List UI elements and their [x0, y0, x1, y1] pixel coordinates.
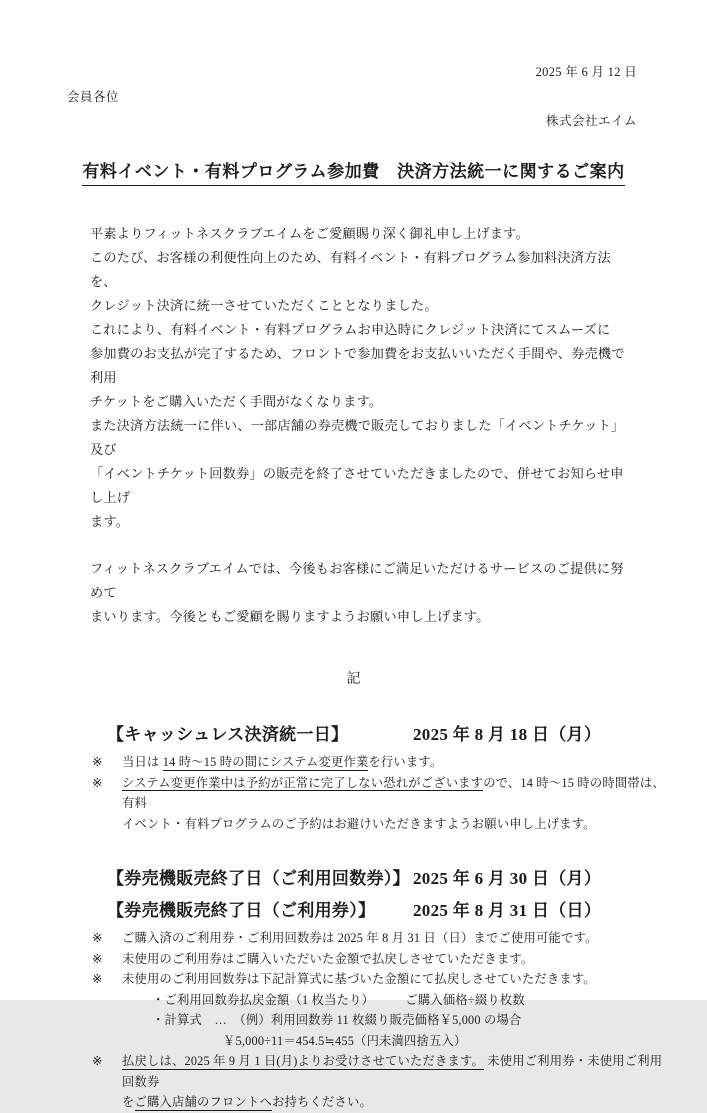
body-line: また決済方法統一に伴い、一部店舗の券売機で販売しておりました「イベントチケット」及び [90, 418, 625, 457]
body-line: フィットネスクラブエイムでは、今後もお客様にご満足いただけるサービスのご提供に努めて [90, 561, 624, 600]
text-segment: 未使用のご利用券はご購入いただいた金額で払戻しさせていただきます。 [122, 951, 534, 966]
company-name: 株式会社エイム [545, 114, 637, 128]
note-text [122, 1051, 667, 1113]
note-line [122, 773, 667, 814]
issue-date: 2025 年 6 月 12 日 [535, 65, 637, 79]
cashless-heading-label: 【キャッシュレス決済統一日】 [107, 725, 349, 744]
underlined-text: ご購入店舗のフロントへ [134, 1095, 272, 1109]
ticket-heading-row-riyoken [107, 900, 707, 922]
text-segment: ので、14 時～15 時の時間帯は、有料 [122, 775, 665, 810]
cashless-section [0, 724, 707, 834]
body-line: ます。 [90, 514, 130, 529]
recipient: 会員各位 [67, 90, 120, 104]
note-text [122, 949, 667, 970]
body-line: クレジット決済に統一させていただくこととなりました。 [90, 298, 438, 313]
note-marker: ※ [92, 775, 103, 790]
note-marker: ※ [92, 755, 103, 769]
ticket-heading-kaisuken-date: 2025 年 6 月 30 日（月） [413, 869, 602, 888]
underlined-text: 14 時～15 時の間にシステム変更作業 [162, 755, 369, 769]
ticket-section [0, 868, 707, 1113]
note-line [122, 969, 667, 990]
note-line [122, 1092, 667, 1113]
note-text [122, 752, 667, 773]
body-line: 平素よりフィットネスクラブエイムをご愛顧賜り深く御礼申し上げます。 [90, 226, 529, 241]
ticket-notes [92, 928, 667, 1113]
record-marker: 記 [346, 672, 361, 687]
note-row [92, 773, 667, 835]
refund-detail-line: ・計算式 … （例）利用回数券 11 枚綴り販売価格￥5,000 の場合 [152, 1013, 522, 1027]
body-line: 参加費のお支払が完了するため、フロントで参加費をお支払いいただく手間や、券売機で利用 [90, 346, 625, 385]
note-row [92, 1051, 667, 1113]
note-line [122, 928, 667, 949]
text-segment: お持ちください。 [271, 1095, 372, 1109]
ticket-heading-riyoken-label: 【券売機販売終了日（ご利用券）】 [107, 901, 376, 920]
body-line: これにより、有料イベント・有料プログラムお申込時にクレジット決済にてスムーズに [90, 322, 611, 337]
note-marker: ※ [92, 951, 103, 966]
body-paragraph-2 [90, 557, 629, 629]
body-line: まいります。今後ともご愛顧を賜りますようお願い申し上げます。 [90, 609, 490, 624]
ticket-heading-kaisuken-label: 【券売機販売終了日（ご利用回数券）】 [107, 869, 410, 888]
text-segment: を行います。 [368, 755, 443, 769]
note-line [122, 752, 667, 773]
underlined-text: 払戻しは、2025 年 9 月 1 日(月)よりお受けさせていただきます。 [122, 1054, 484, 1068]
text-segment: 未使用のご利用回数券は下記計算式に基づいた金額にて払戻しさせていただきます。 [122, 972, 596, 986]
body-line: チケットをご購入いただく手間がなくなります。 [90, 394, 383, 409]
body-paragraph-1 [90, 222, 629, 534]
note-row [92, 969, 667, 990]
cashless-heading-row [107, 724, 707, 746]
note-text [122, 928, 667, 949]
note-marker: ※ [92, 931, 103, 945]
body-line: 「イベントチケット回数券」の販売を終了させていただきましたので、併せてお知らせ申し上げ [90, 466, 624, 505]
cashless-notes [92, 752, 667, 834]
text-segment: 当日は [122, 755, 163, 769]
refund-formula: ￥5,000÷11＝454.5≒455（円未満四捨五入） [223, 1033, 467, 1048]
text-segment: 未使用ご利用券・未使用ご利用回数券 [122, 1054, 663, 1089]
note-line [122, 949, 667, 970]
underlined-text: システム変更作業中は予約が正常に完了しない恐れがございます [122, 775, 484, 790]
note-marker: ※ [92, 972, 103, 986]
document-body [90, 222, 629, 629]
text-segment: ご購入済のご利用券・ご利用回数券は 2025 年 8 月 31 日（日）までご使用可能です。 [122, 931, 598, 945]
text-segment: を [122, 1095, 135, 1109]
ticket-heading-riyoken-date: 2025 年 8 月 31 日（日） [413, 901, 602, 920]
document-title-text: 有料イベント・有料プログラム参加費 決済方法統一に関するご案内 [82, 162, 624, 186]
cashless-date: 2025 年 8 月 18 日（月） [413, 725, 602, 744]
note-marker: ※ [92, 1054, 103, 1068]
note-line [122, 1051, 667, 1092]
document-title [0, 157, 707, 182]
text-segment: イベント・有料プログラムのご予約はお避けいただきますようお願い申し上げます。 [122, 816, 596, 831]
ticket-heading-row-kaisuken [107, 868, 707, 890]
refund-detail-line: ・ご利用回数券払戻金額（1 枚当たり） ご購入価格÷綴り枚数 [152, 992, 525, 1007]
note-text [122, 969, 667, 990]
note-row [92, 752, 667, 773]
body-line: このたび、お客様の利便性向上のため、有料イベント・有料プログラム参加料決済方法を、 [90, 250, 611, 289]
note-row [92, 949, 667, 970]
refund-detail-lines [152, 990, 667, 1031]
note-line [122, 814, 667, 835]
note-text [122, 773, 667, 835]
note-row [92, 928, 667, 949]
